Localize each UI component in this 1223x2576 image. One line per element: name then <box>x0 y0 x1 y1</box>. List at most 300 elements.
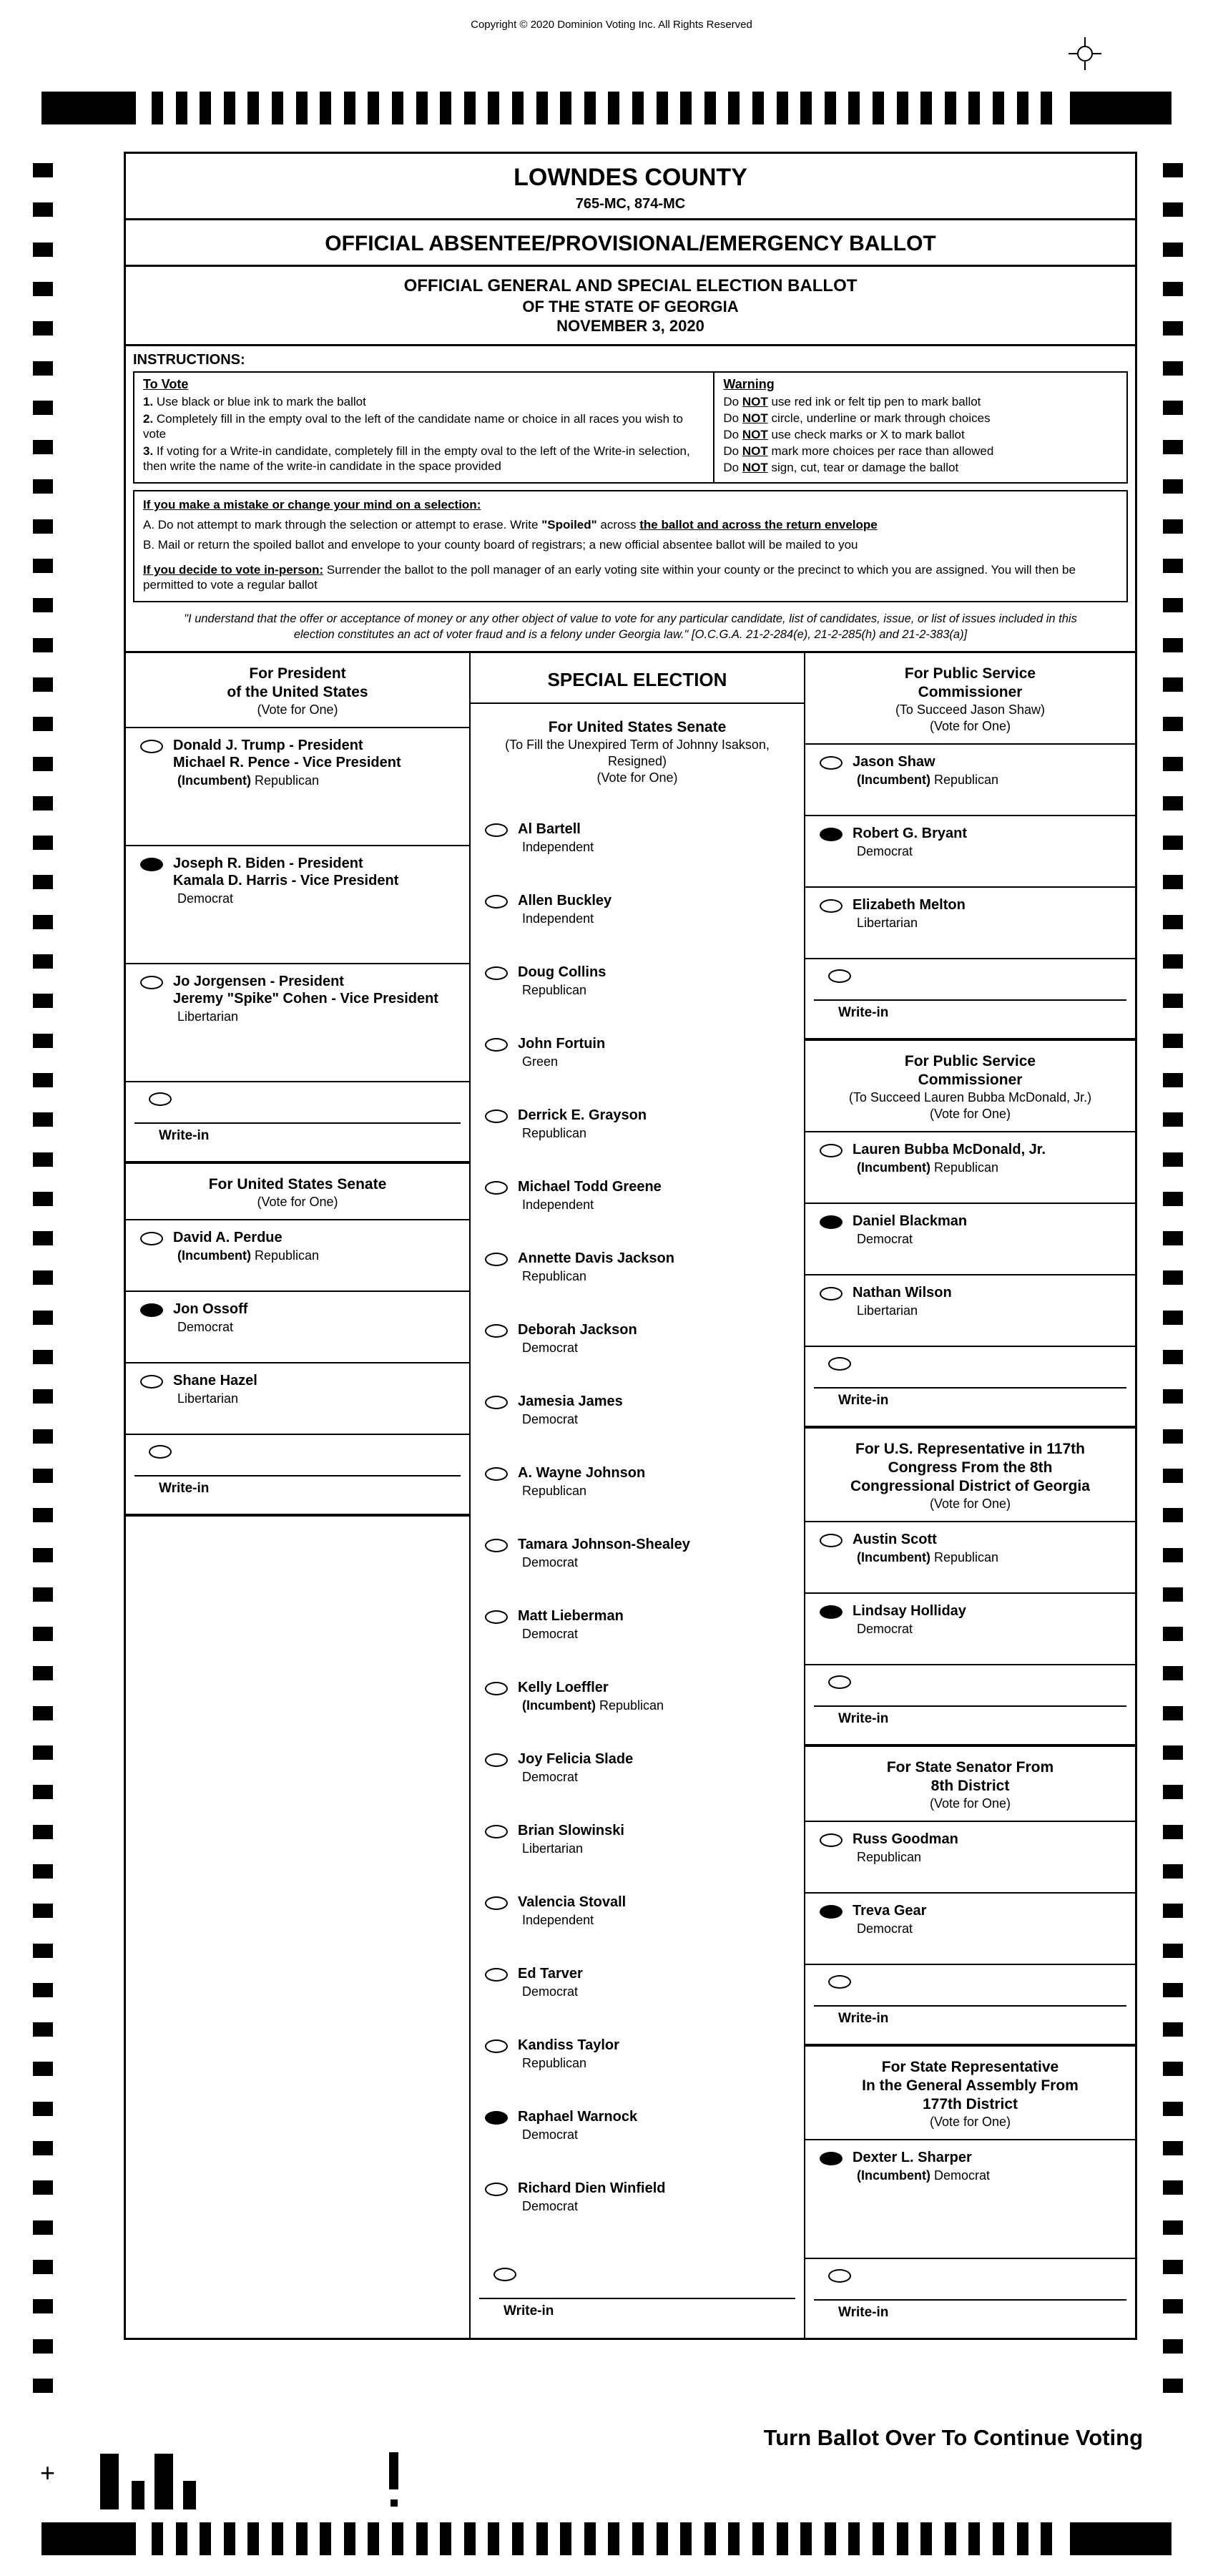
timing-bar <box>777 2522 788 2555</box>
candidate-party <box>853 2168 990 2183</box>
text-segment: "Spoiled" <box>541 518 597 532</box>
party-name: Republican <box>255 1248 320 1263</box>
timing-mark-right <box>1163 2141 1183 2155</box>
timing-mark-left <box>33 1389 53 1404</box>
selection-oval[interactable] <box>485 1253 508 1266</box>
candidate-row <box>471 1599 804 1670</box>
timing-bar <box>704 2522 716 2555</box>
timing-mark-right <box>1163 915 1183 929</box>
timing-mark-right <box>1163 757 1183 771</box>
to-vote-instruction <box>143 444 704 474</box>
selection-oval[interactable] <box>140 1232 163 1245</box>
selection-oval[interactable] <box>485 1896 508 1910</box>
candidate-party <box>853 1849 958 1865</box>
candidate-row <box>471 812 804 883</box>
party-name: Independent <box>522 911 594 926</box>
contest-header <box>805 2047 1135 2139</box>
timing-mark-right <box>1163 1587 1183 1602</box>
timing-bar <box>800 2522 812 2555</box>
write-in-row <box>805 1964 1135 2044</box>
selection-oval[interactable] <box>140 976 163 989</box>
timing-mark-left <box>33 282 53 296</box>
selection-oval[interactable] <box>485 1110 508 1123</box>
candidate-info <box>518 1321 637 1356</box>
party-name: Democrat <box>522 2199 579 2213</box>
timing-mark-left <box>33 954 53 969</box>
party-name: Democrat <box>177 1320 234 1334</box>
candidate-info <box>853 1213 967 1247</box>
candidate-party <box>853 1621 966 1637</box>
write-in-label: Write-in <box>838 1711 889 1726</box>
contest-subtitle: (Vote for One) <box>929 1107 1011 1121</box>
timing-mark-left <box>33 1864 53 1879</box>
timing-bar <box>825 2522 836 2555</box>
candidate-name: Valencia Stovall <box>518 1894 627 1910</box>
candidate-name: David A. Perdue <box>173 1230 283 1245</box>
write-in-label: Write-in <box>838 1005 889 1020</box>
candidate-row <box>471 2028 804 2100</box>
special-election-banner: SPECIAL ELECTION <box>471 653 804 704</box>
candidate-info <box>518 1393 623 1427</box>
candidate-party <box>173 1319 247 1335</box>
timing-bar <box>512 92 524 124</box>
candidate-party <box>853 1303 952 1318</box>
timing-mark-right <box>1163 796 1183 810</box>
warning-text: use red ink or felt tip pen to mark ballot <box>767 395 981 408</box>
contest-subtitle: (To Fill the Unexpired Term of Johnny Isakson, Resigned) <box>505 738 770 768</box>
in-person-text: Surrender the ballot to the poll manager of an early voting site within your county or the precinct to which you are assigned. You will then be permitted to vote a regular ballot <box>143 563 1076 592</box>
write-in-row <box>805 1664 1135 1744</box>
contest-title-line: For U.S. Representative in 117th <box>855 1441 1085 1457</box>
write-in-oval[interactable] <box>828 1675 851 1689</box>
selection-oval-filled[interactable] <box>820 2152 843 2165</box>
warning-keyword: NOT <box>742 411 768 425</box>
candidate-party <box>853 1231 967 1247</box>
registration-crosshair-icon <box>1069 37 1101 70</box>
incumbent-label: (Incumbent) <box>177 773 255 788</box>
timing-mark-left <box>33 1192 53 1206</box>
candidate-row <box>805 1203 1135 1274</box>
timing-mark-left <box>33 1785 53 1799</box>
timing-mark-left <box>33 1944 53 1958</box>
selection-oval-filled[interactable] <box>140 1303 163 1317</box>
selection-oval[interactable] <box>485 1396 508 1409</box>
contest-title-line: In the General Assembly From <box>862 2077 1079 2094</box>
candidate-info <box>518 2180 666 2214</box>
party-name: Republican <box>599 1698 664 1713</box>
text-segment: across <box>596 518 640 532</box>
contest-title-line: Congress From the 8th <box>888 1459 1053 1476</box>
instructions-boxes <box>133 371 1128 484</box>
candidate-name: Jeremy "Spike" Cohen - Vice President <box>173 991 438 1007</box>
timing-mark-right <box>1163 717 1183 731</box>
contest-subtitle: (Vote for One) <box>929 1796 1011 1811</box>
timing-mark-right <box>1163 1152 1183 1167</box>
timing-mark-right <box>1163 1350 1183 1364</box>
timing-mark-left <box>33 1706 53 1720</box>
write-in-label: Write-in <box>504 2303 554 2318</box>
candidate-row <box>805 1892 1135 1964</box>
timing-mark-right <box>1163 1469 1183 1483</box>
text-segment: the ballot and across the return envelope <box>639 518 878 532</box>
candidate-name: Jamesia James <box>518 1394 623 1409</box>
party-name: Democrat <box>857 1921 913 1936</box>
candidate-row <box>805 1131 1135 1203</box>
timing-bar <box>848 92 860 124</box>
selection-oval[interactable] <box>485 1753 508 1767</box>
timing-mark-right <box>1163 1904 1183 1918</box>
incumbent-label: (Incumbent) <box>857 1160 934 1175</box>
contest-state-rep-177 <box>805 2047 1135 2338</box>
selection-oval-filled[interactable] <box>820 1905 843 1919</box>
selection-oval[interactable] <box>485 1539 508 1552</box>
party-name: Democrat <box>857 1232 913 1246</box>
timing-bar <box>560 92 571 124</box>
mistake-title: If you make a mistake or change your mind on a selection: <box>143 498 481 511</box>
party-name: Democrat <box>522 1627 579 1641</box>
write-in-label: Write-in <box>838 1393 889 1408</box>
contest-subtitle: (Vote for One) <box>929 719 1011 733</box>
candidate-name: Michael R. Pence - Vice President <box>173 755 401 770</box>
candidate-info <box>518 1965 583 1999</box>
write-in-row <box>805 1346 1135 1426</box>
timing-bar <box>873 92 884 124</box>
candidate-party <box>173 1248 319 1263</box>
write-in-oval[interactable] <box>828 969 851 983</box>
contest-header <box>126 653 469 727</box>
candidate-name: Derrick E. Grayson <box>518 1107 647 1123</box>
timing-bar <box>392 2522 403 2555</box>
selection-oval[interactable] <box>485 966 508 980</box>
party-name: Green <box>522 1054 559 1069</box>
ink-mark <box>389 2452 398 2489</box>
ink-mark <box>154 2454 173 2509</box>
timing-mark-left <box>33 401 53 415</box>
timing-mark-left <box>33 479 53 494</box>
timing-mark-left <box>33 440 53 454</box>
selection-oval[interactable] <box>820 756 843 770</box>
timing-bar <box>200 2522 211 2555</box>
selection-oval[interactable] <box>485 2183 508 2196</box>
selection-oval[interactable] <box>485 1682 508 1695</box>
contest-psc-mcdonald <box>805 1041 1135 1429</box>
candidate-name: Kamala D. Harris - Vice President <box>173 873 399 888</box>
timing-bar <box>873 2522 884 2555</box>
party-name: Independent <box>522 1913 594 1927</box>
timing-bar <box>680 2522 692 2555</box>
timing-mark-left <box>33 1745 53 1760</box>
timing-mark-left <box>33 1825 53 1839</box>
party-name: Democrat <box>857 844 913 858</box>
contest-title-line: For State Representative <box>881 2059 1059 2075</box>
timing-mark-left <box>33 1034 53 1048</box>
timing-mark-left <box>33 163 53 177</box>
election-date: NOVEMBER 3, 2020 <box>556 317 704 335</box>
candidate-row <box>805 1592 1135 1664</box>
timing-bar <box>728 92 740 124</box>
timing-bar <box>560 2522 571 2555</box>
warning-title: Warning <box>723 377 775 391</box>
timing-mark-left <box>33 1231 53 1245</box>
timing-mark-right <box>1163 1785 1183 1799</box>
selection-oval[interactable] <box>820 899 843 913</box>
candidate-row <box>471 1456 804 1527</box>
candidate-name: Treva Gear <box>853 1903 927 1919</box>
timing-bar <box>800 92 812 124</box>
contest-header <box>805 1747 1135 1821</box>
timing-mark-right <box>1163 598 1183 612</box>
candidate-party <box>173 1391 257 1406</box>
party-name: Independent <box>522 1198 594 1212</box>
timing-bar <box>584 2522 596 2555</box>
timing-bar <box>440 92 451 124</box>
timing-block <box>1070 2522 1172 2555</box>
write-in-oval[interactable] <box>493 2268 516 2281</box>
candidate-party <box>518 1125 647 1141</box>
candidate-info <box>853 1284 952 1318</box>
to-vote-box <box>134 373 714 482</box>
candidate-info <box>853 825 967 859</box>
candidate-party <box>518 1912 626 1928</box>
candidate-name: Tamara Johnson-Shealey <box>518 1537 690 1552</box>
selection-oval[interactable] <box>485 1038 508 1052</box>
candidate-party <box>853 1549 998 1565</box>
candidate-info <box>173 1301 247 1335</box>
selection-oval[interactable] <box>485 1181 508 1195</box>
selection-oval[interactable] <box>485 1324 508 1338</box>
timing-bar <box>176 2522 187 2555</box>
candidate-row <box>126 1362 469 1434</box>
timing-mark-right <box>1163 1311 1183 1325</box>
timing-bar <box>320 2522 331 2555</box>
candidate-info <box>173 973 438 1024</box>
candidate-name: Raphael Warnock <box>518 2109 638 2125</box>
timing-mark-left <box>33 1350 53 1364</box>
candidate-info <box>518 1822 624 1856</box>
timing-bar <box>392 92 403 124</box>
write-in-oval-row <box>479 2265 795 2285</box>
selection-oval[interactable] <box>140 1375 163 1389</box>
candidate-row <box>471 1527 804 1599</box>
timing-mark-right <box>1163 479 1183 494</box>
party-name: Republican <box>522 1269 587 1283</box>
candidate-party <box>173 1009 438 1024</box>
timing-block <box>1070 92 1172 124</box>
candidate-party <box>853 843 967 859</box>
contest-subtitle: (Vote for One) <box>596 770 678 785</box>
timing-mark-left <box>33 1073 53 1087</box>
timing-bar <box>968 92 980 124</box>
timing-bar <box>920 92 932 124</box>
candidate-row <box>471 955 804 1027</box>
candidate-name: Kelly Loeffler <box>518 1680 609 1695</box>
candidate-name: Lindsay Holliday <box>853 1603 966 1619</box>
contest-title-line: For Public Service <box>904 665 1036 682</box>
timing-bar <box>897 2522 908 2555</box>
timing-mark-left <box>33 243 53 257</box>
timing-mark-right <box>1163 559 1183 573</box>
write-in-label: Write-in <box>159 1481 210 1496</box>
turn-ballot-over-label: Turn Ballot Over To Continue Voting <box>763 2425 1143 2450</box>
candidate-info <box>853 896 966 931</box>
selection-oval[interactable] <box>485 2039 508 2053</box>
selection-oval-filled[interactable] <box>140 858 163 871</box>
timing-mark-right <box>1163 1270 1183 1285</box>
timing-bar <box>945 2522 956 2555</box>
in-person-instruction <box>143 562 1118 592</box>
timing-bar <box>224 2522 235 2555</box>
selection-oval[interactable] <box>485 1467 508 1481</box>
candidate-party <box>853 1160 1046 1175</box>
candidate-name: Lauren Bubba McDonald, Jr. <box>853 1142 1046 1157</box>
write-in-row <box>126 1081 469 1161</box>
contest-subtitle: (Vote for One) <box>929 2115 1011 2129</box>
party-name: Libertarian <box>857 1303 918 1318</box>
write-in-oval[interactable] <box>828 1975 851 1989</box>
timing-bar <box>752 2522 764 2555</box>
candidate-row <box>471 883 804 955</box>
selection-oval-filled[interactable] <box>820 1605 843 1619</box>
candidate-row <box>805 815 1135 886</box>
timing-mark-left <box>33 2379 53 2393</box>
candidate-name: Brian Slowinski <box>518 1823 624 1838</box>
candidate-row <box>471 1813 804 1885</box>
text-segment: A. Do not attempt to mark through the selection or attempt to erase. Write <box>143 518 542 532</box>
candidate-name: Annette Davis Jackson <box>518 1250 674 1266</box>
timing-mark-left <box>33 757 53 771</box>
timing-mark-right <box>1163 440 1183 454</box>
selection-oval[interactable] <box>485 1968 508 1982</box>
timing-mark-left <box>33 915 53 929</box>
candidate-party <box>853 915 966 931</box>
candidate-info <box>518 1679 664 1713</box>
timing-bar <box>272 2522 283 2555</box>
candidate-info <box>518 1250 674 1284</box>
write-in-oval[interactable] <box>828 2269 851 2283</box>
timing-bar <box>1017 92 1028 124</box>
candidate-name: Russ Goodman <box>853 1831 958 1847</box>
timing-mark-right <box>1163 875 1183 889</box>
party-name: Democrat <box>522 1412 579 1426</box>
timing-mark-left <box>33 638 53 652</box>
selection-oval[interactable] <box>485 1825 508 1838</box>
candidate-row <box>805 743 1135 815</box>
timing-bar <box>320 92 331 124</box>
timing-bar <box>416 2522 428 2555</box>
write-in-oval-row <box>814 2266 1126 2286</box>
instruction-text: If voting for a Write-in candidate, completely fill in the empty oval to the left of the Write-in selection, then write the name of the write-in candidate in the space provided <box>143 444 690 473</box>
write-in-row <box>805 2258 1135 2338</box>
candidate-info <box>853 753 998 788</box>
candidate-party <box>518 1841 624 1856</box>
selection-oval-filled[interactable] <box>485 2111 508 2125</box>
contest-title-line: For Public Service <box>904 1053 1036 1069</box>
candidate-name: Doug Collins <box>518 964 606 980</box>
party-name: Republican <box>522 1484 587 1498</box>
selection-oval[interactable] <box>140 740 163 753</box>
timing-mark-right <box>1163 1944 1183 1958</box>
incumbent-label: (Incumbent) <box>177 1248 255 1263</box>
warning-instruction <box>723 411 1118 426</box>
timing-mark-left <box>33 717 53 731</box>
selection-oval[interactable] <box>820 1534 843 1547</box>
selection-oval[interactable] <box>820 1833 843 1847</box>
write-in-oval-row <box>814 1354 1126 1374</box>
candidate-party <box>518 1626 624 1642</box>
selection-oval-filled[interactable] <box>820 1215 843 1229</box>
party-name: Republican <box>255 773 320 788</box>
contest-title-line: 8th District <box>930 1778 1010 1794</box>
candidate-info <box>853 1531 998 1565</box>
timing-mark-right <box>1163 1429 1183 1444</box>
timing-bar <box>488 92 499 124</box>
timing-mark-left <box>33 519 53 534</box>
write-in-oval[interactable] <box>149 1445 172 1459</box>
timing-mark-right <box>1163 1508 1183 1522</box>
timing-bar <box>272 92 283 124</box>
write-in-oval[interactable] <box>828 1357 851 1371</box>
selection-oval-filled[interactable] <box>820 828 843 841</box>
to-vote-title: To Vote <box>143 377 189 391</box>
timing-mark-left <box>33 2180 53 2195</box>
contest-title-line: of the United States <box>227 684 368 700</box>
candidate-name: Deborah Jackson <box>518 1322 637 1338</box>
candidate-info <box>173 855 398 906</box>
party-name: Democrat <box>522 1555 579 1569</box>
selection-oval[interactable] <box>485 895 508 909</box>
contest-subtitle: (Vote for One) <box>929 1497 1011 1511</box>
selection-oval[interactable] <box>820 1287 843 1301</box>
candidate-name: Kandiss Taylor <box>518 2037 619 2053</box>
ink-mark <box>183 2481 196 2509</box>
candidate-party <box>518 1411 623 1427</box>
timing-mark-left <box>33 2299 53 2313</box>
candidate-party <box>518 1268 674 1284</box>
timing-bar <box>825 92 836 124</box>
candidate-name: Daniel Blackman <box>853 1213 968 1229</box>
write-in-label: Write-in <box>838 2011 889 2026</box>
timing-block <box>41 2522 136 2555</box>
selection-oval[interactable] <box>485 1610 508 1624</box>
timing-mark-right <box>1163 1073 1183 1087</box>
contest-title-line: Congressional District of Georgia <box>850 1478 1090 1494</box>
timing-bar <box>296 92 308 124</box>
timing-mark-right <box>1163 1548 1183 1562</box>
timing-mark-left <box>33 2339 53 2354</box>
timing-mark-right <box>1163 2260 1183 2274</box>
timing-mark-right <box>1163 638 1183 652</box>
warning-lead: Do <box>723 444 742 458</box>
candidate-party <box>518 1769 633 1785</box>
contest-subtitle: (To Succeed Lauren Bubba McDonald, Jr.) <box>848 1090 1092 1105</box>
candidate-party <box>518 2127 637 2142</box>
write-in-oval[interactable] <box>149 1092 172 1106</box>
candidate-info <box>518 892 612 926</box>
timing-bar <box>993 92 1004 124</box>
candidate-party <box>518 2055 619 2071</box>
candidate-party <box>173 891 398 906</box>
party-name: Libertarian <box>177 1009 239 1024</box>
candidate-info <box>518 964 606 998</box>
ballot-header <box>126 154 1135 220</box>
timing-bar <box>536 2522 548 2555</box>
timing-mark-left <box>33 1587 53 1602</box>
contest-title-line: For United States Senate <box>208 1176 387 1192</box>
timing-bar <box>657 2522 668 2555</box>
selection-oval[interactable] <box>820 1144 843 1157</box>
timing-mark-right <box>1163 1112 1183 1127</box>
selection-oval[interactable] <box>485 823 508 837</box>
